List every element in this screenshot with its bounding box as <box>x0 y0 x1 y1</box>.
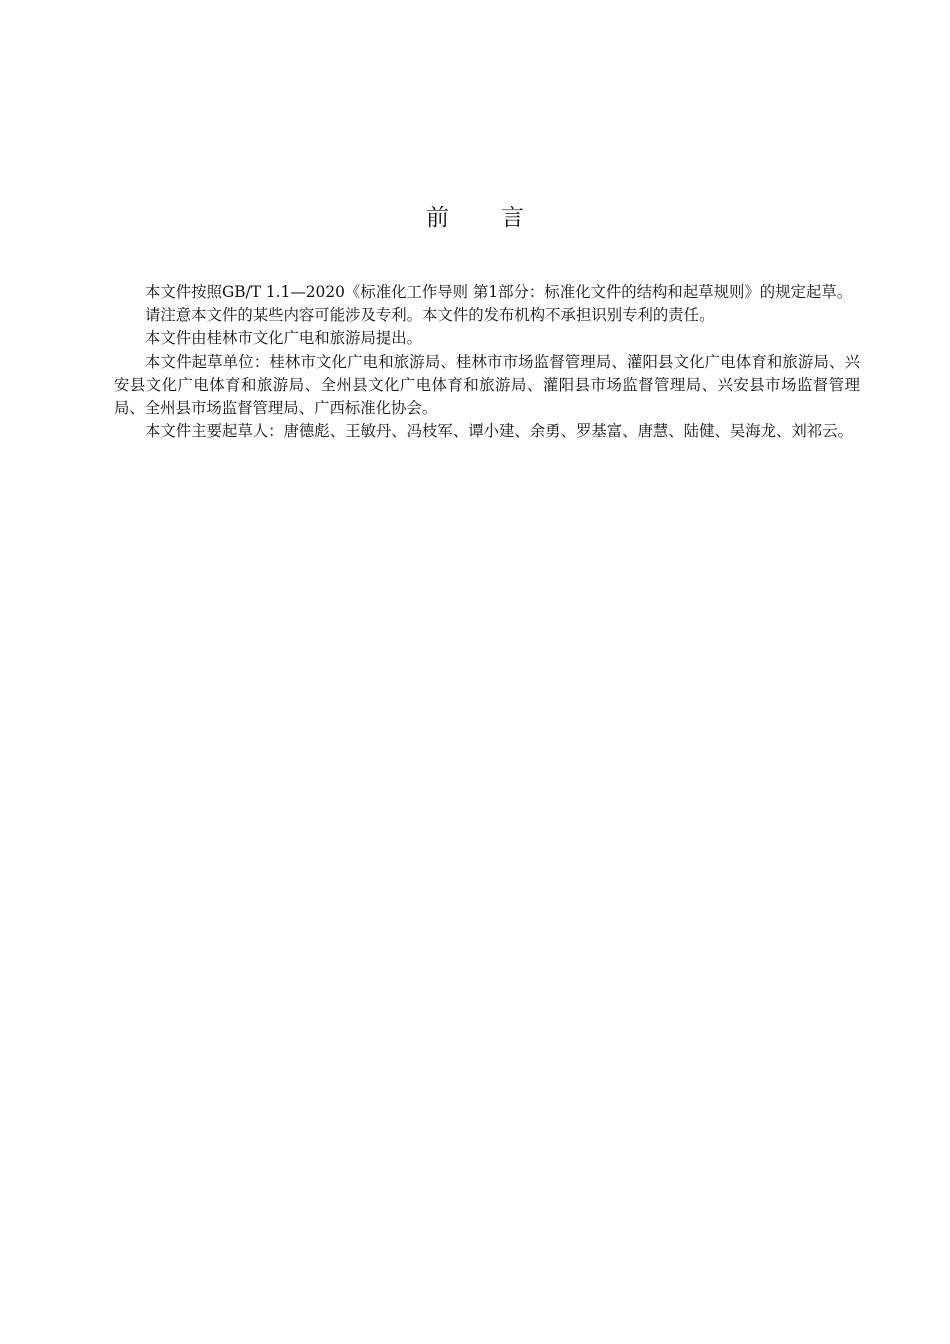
page-title <box>0 201 950 235</box>
title-char-1: 前 <box>426 205 449 231</box>
paragraph-drafters: 本文件主要起草人：唐德彪、王敏丹、冯枝军、谭小建、余勇、罗基富、唐慧、陆健、吴海龙、刘祁云。 <box>145 422 853 441</box>
paragraph-drafting-rules: 本文件按照GB/T 1.1—2020《标准化工作导则 第1部分：标准化文件的结构和起草规则》的规定起草。 <box>145 283 853 301</box>
foreword-body <box>114 281 860 443</box>
paragraph-proposer: 本文件由桂林市文化广电和旅游局提出。 <box>145 329 423 348</box>
paragraph-drafting-units: 本文件起草单位：桂林市文化广电和旅游局、桂林市市场监督管理局、灌阳县文化广电体育和旅游局、兴安县文化广电体育和旅游局、全州县文化广电体育和旅游局、灌阳县市场监督管理局、兴安县市场监督管理局、全州县市场监督管理局、广西标准化协会。 <box>114 352 860 418</box>
title-char-2: 言 <box>501 205 524 231</box>
paragraph-patent-notice: 请注意本文件的某些内容可能涉及专利。本文件的发布机构不承担识别专利的责任。 <box>145 306 715 325</box>
